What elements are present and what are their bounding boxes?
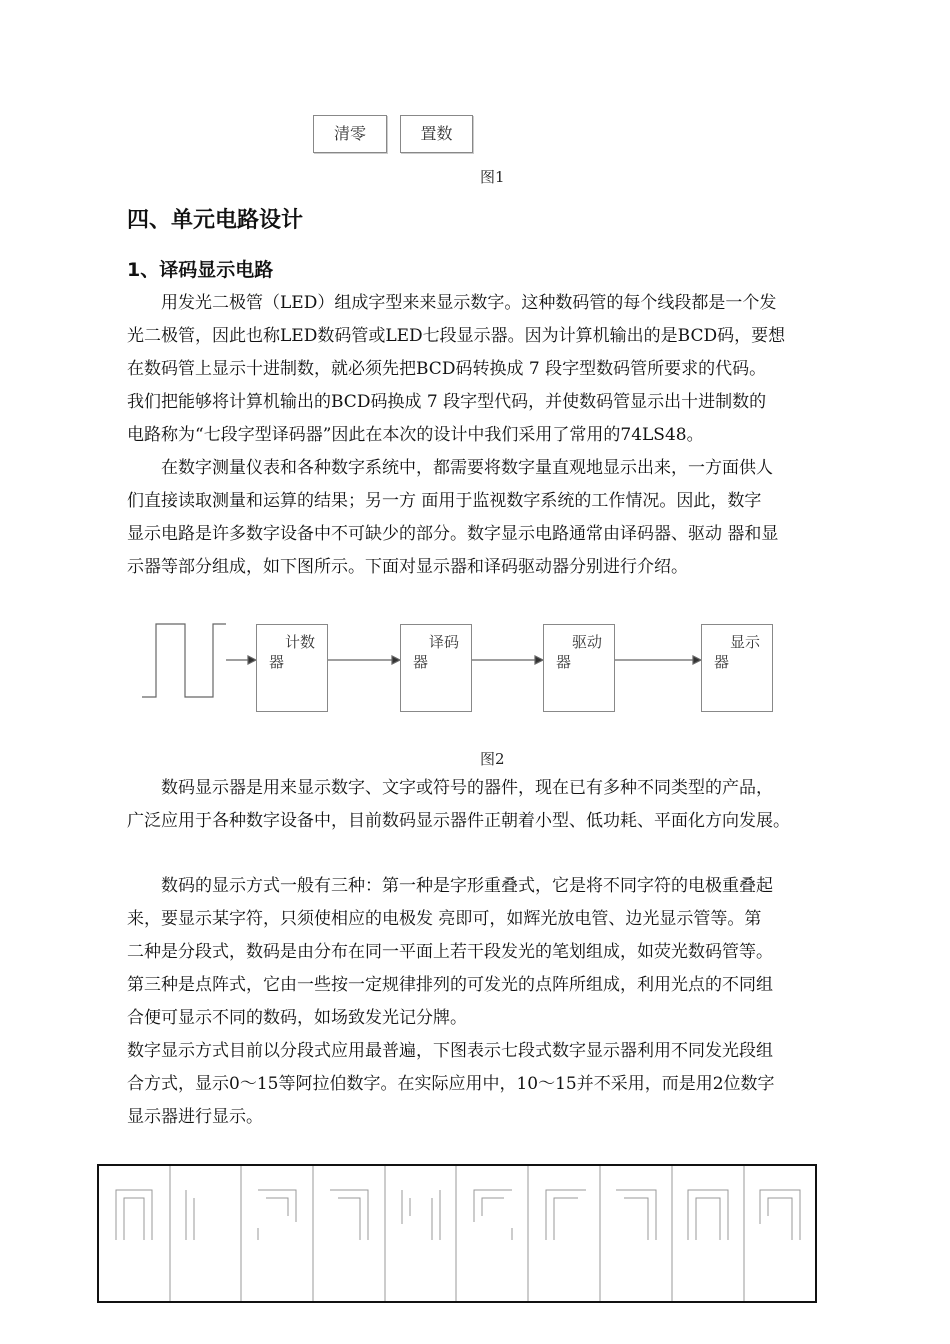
block-label: 译码 bbox=[429, 633, 460, 651]
block-label: 驱动 bbox=[572, 633, 603, 651]
section-title: 四、单元电路设计 bbox=[127, 208, 304, 233]
clear-button[interactable]: 清零 bbox=[313, 115, 387, 153]
paragraph-line: 在数码管上显示十进制数，就必须先把BCD码转换成 7 段字型数码管所要求的代码。 bbox=[127, 359, 767, 379]
paragraph-line: 合方式，显示0～15等阿拉伯数字。在实际应用中，10～15并不采用，而是用2位数字 bbox=[127, 1074, 775, 1094]
paragraph-line: 数码显示器是用来显示数字、文字或符号的器件，现在已有多种不同类型的产品， bbox=[127, 778, 773, 798]
figure2-caption: 图2 bbox=[480, 750, 505, 768]
decoder-block bbox=[400, 624, 472, 712]
driver-block bbox=[543, 624, 615, 712]
paragraph-line: 二种是分段式，数码是由分布在同一平面上若干段发光的笔划组成，如荧光数码管等。 bbox=[127, 942, 773, 962]
block-label: 器 bbox=[556, 653, 572, 671]
paragraph-line: 数码的显示方式一般有三种：第一种是字形重叠式，它是将不同字符的电极重叠起 bbox=[127, 876, 773, 896]
paragraph-line: 在数字测量仪表和各种数字系统中，都需要将数字量直观地显示出来，一方面供人 bbox=[127, 458, 773, 478]
preset-button[interactable]: 置数 bbox=[400, 115, 473, 153]
block-label: 器 bbox=[714, 653, 730, 671]
paragraph-line: 我们把能够将计算机输出的BCD码换成 7 段字型代码，并使数码管显示出十进制数的 bbox=[127, 392, 767, 412]
paragraph-line: 电路称为“七段字型译码器”因此在本次的设计中我们采用了常用的74LS48。 bbox=[127, 425, 704, 445]
paragraph-line: 来，要显示某字符，只须使相应的电极发 亮即可，如辉光放电管、边光显示管等。第 bbox=[127, 909, 762, 929]
paragraph-line: 广泛应用于各种数字设备中，目前数码显示器件正朝着小型、低功耗、平面化方向发展。 bbox=[127, 811, 790, 831]
paragraph-line: 显示器进行显示。 bbox=[127, 1107, 263, 1127]
paragraph-line: 们直接读取测量和运算的结果；另一方 面用于监视数字系统的工作情况。因此，数字 bbox=[127, 491, 762, 511]
counter-block bbox=[256, 624, 328, 712]
paragraph-line: 显示电路是许多数字设备中不可缺少的部分。数字显示电路通常由译码器、驱动 器和显 bbox=[127, 524, 779, 544]
paragraph-line: 光二极管，因此也称LED数码管或LED七段显示器。因为计算机输出的是BCD码，要想 bbox=[127, 326, 786, 346]
paragraph-line: 第三种是点阵式，它由一些按一定规律排列的可发光的点阵所组成，利用光点的不同组 bbox=[127, 975, 773, 995]
paragraph-line: 数字显示方式目前以分段式应用最普遍，下图表示七段式数字显示器利用不同发光段组 bbox=[127, 1041, 773, 1061]
paragraph-line: 示器等部分组成，如下图所示。下面对显示器和译码驱动器分别进行介绍。 bbox=[127, 557, 688, 577]
block-label: 计数 bbox=[285, 633, 316, 651]
paragraph-line: 用发光二极管（LED）组成字型来来显示数字。这种数码管的每个线段都是一个发 bbox=[127, 293, 777, 313]
figure1-caption: 图1 bbox=[480, 168, 505, 186]
block-label: 器 bbox=[413, 653, 429, 671]
block-label: 显示 bbox=[730, 633, 761, 651]
block-label: 器 bbox=[269, 653, 285, 671]
display-block bbox=[701, 624, 773, 712]
paragraph-line: 合便可显示不同的数码，如场致发光记分牌。 bbox=[127, 1008, 467, 1028]
subsection-title: 1、译码显示电路 bbox=[127, 259, 274, 281]
